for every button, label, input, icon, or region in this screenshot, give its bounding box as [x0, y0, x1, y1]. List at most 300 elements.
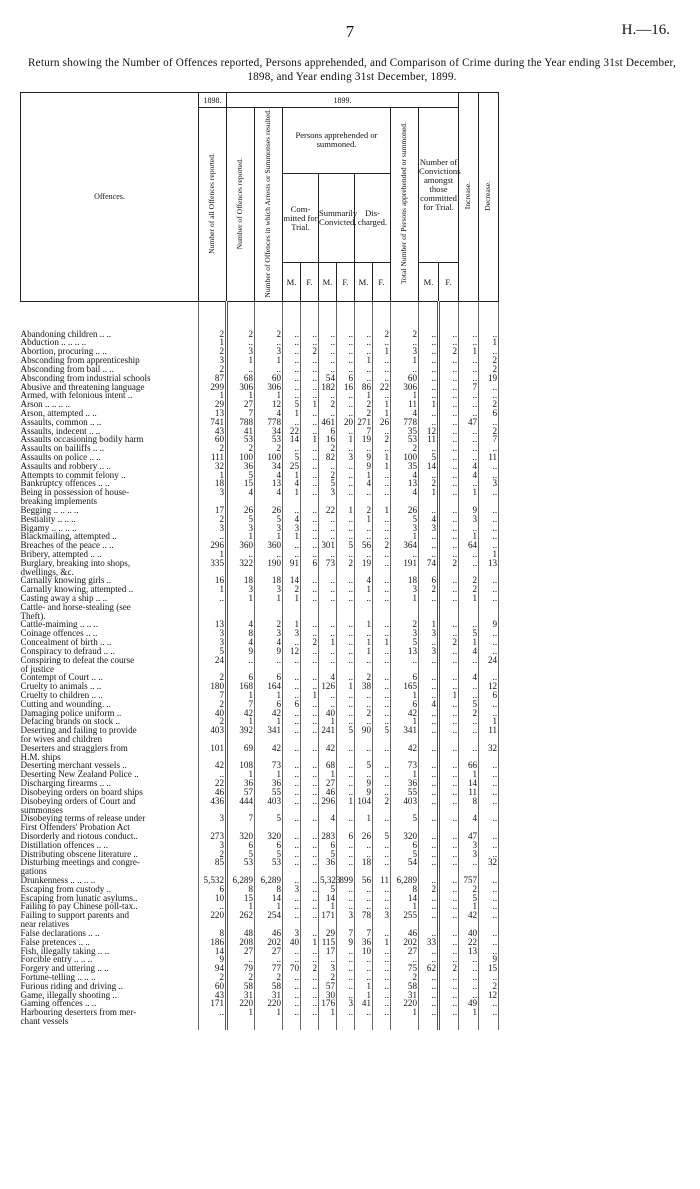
table-cell: .. — [459, 409, 479, 418]
table-cell: .. — [479, 973, 499, 982]
table-cell: 3 — [255, 347, 283, 356]
offence-name: Disorderly and riotous conduct.. — [20, 830, 138, 841]
table-cell: 2 — [199, 973, 227, 982]
offence-name: breaking implements — [20, 496, 98, 507]
table-cell: .. — [479, 814, 499, 823]
table-cell: 2 — [301, 347, 319, 356]
table-cell: 27 — [391, 947, 419, 956]
table-cell — [479, 603, 499, 612]
offences-header: Offences. — [21, 93, 199, 302]
table-cell: 190 — [255, 559, 283, 568]
table-row — [21, 301, 686, 338]
offence-name: Escaping from lunatic asylums.. — [20, 892, 138, 903]
page-reference: H.—16. — [621, 22, 670, 38]
table-cell: .. — [301, 524, 319, 533]
table-cell: .. — [439, 858, 459, 867]
table-cell: .. — [419, 982, 439, 991]
table-cell: .. — [337, 964, 355, 973]
convictions-header: Number of Convictions amongst those committed for Trial. — [419, 108, 459, 263]
table-cell: 1 — [479, 338, 499, 347]
offence-name: Deserting and failing to provide — [20, 725, 137, 736]
table-cell: .. — [479, 462, 499, 471]
table-cell: 296 — [319, 797, 337, 806]
table-cell: .. — [319, 620, 337, 629]
table-cell: .. — [283, 788, 301, 797]
table-cell: 2 — [459, 885, 479, 894]
table-cell: 403 — [199, 726, 227, 735]
table-cell: 6 — [391, 841, 419, 850]
table-cell: 33 — [419, 938, 439, 947]
table-cell: 101 — [199, 744, 227, 753]
table-cell: 1 — [337, 506, 355, 515]
table-cell: .. — [337, 400, 355, 409]
table-cell: .. — [337, 779, 355, 788]
table-cell: 36 — [227, 462, 255, 471]
table-cell: .. — [337, 700, 355, 709]
table-cell: .. — [283, 779, 301, 788]
table-cell: 273 — [199, 832, 227, 841]
table-cell: .. — [283, 717, 301, 726]
table-cell: .. — [439, 832, 459, 841]
table-cell: 3 — [459, 515, 479, 524]
table-cell: .. — [319, 515, 337, 524]
table-cell: .. — [479, 673, 499, 682]
table-cell: .. — [479, 647, 499, 656]
table-cell: .. — [355, 347, 373, 356]
offence-name: Damaging police uniform .. — [20, 707, 122, 718]
table-cell: 2 — [355, 409, 373, 418]
table-cell: 220 — [199, 911, 227, 920]
table-cell — [283, 603, 301, 612]
table-cell: .. — [355, 717, 373, 726]
table-cell: .. — [373, 1008, 391, 1017]
table-cell — [391, 1017, 419, 1030]
table-cell: .. — [301, 383, 319, 392]
offence-name: Harbouring deserters from mer- — [20, 1007, 137, 1018]
table-cell: .. — [337, 761, 355, 770]
table-cell: 335 — [199, 559, 227, 568]
table-cell — [439, 1017, 459, 1030]
table-cell: 3 — [227, 524, 255, 533]
table-cell: 42 — [391, 709, 419, 718]
table-cell: .. — [283, 682, 301, 691]
table-cell: .. — [301, 409, 319, 418]
table-cell: 12 — [479, 991, 499, 1000]
table-cell: .. — [419, 744, 439, 753]
table-cell: 4 — [459, 471, 479, 480]
table-cell: .. — [419, 876, 439, 885]
table-cell: .. — [355, 744, 373, 753]
table-cell: 1 — [283, 471, 301, 480]
table-cell: 1 — [283, 594, 301, 603]
table-cell: 1 — [255, 770, 283, 779]
table-cell: 18 — [255, 576, 283, 585]
table-cell: 77 — [255, 964, 283, 973]
table-cell: 9 — [355, 453, 373, 462]
table-cell: .. — [283, 841, 301, 850]
table-cell: 899 — [337, 876, 355, 885]
table-cell: .. — [439, 532, 459, 541]
table-cell: 241 — [319, 726, 337, 735]
table-cell: 1 — [479, 717, 499, 726]
table-cell: .. — [283, 1008, 301, 1017]
table-title: Return showing the Number of Offences reported, Persons apprehended, and Comparison of Crime during the Year ending 31st December, 1898, and Year ending 31st December, 1899. — [28, 57, 676, 83]
offence-name: Deserting New Zealand Police .. — [20, 769, 139, 780]
table-cell: 85 — [199, 858, 227, 867]
table-cell: 34 — [255, 462, 283, 471]
table-cell: .. — [439, 779, 459, 788]
table-cell: .. — [337, 462, 355, 471]
table-cell: .. — [319, 629, 337, 638]
table-cell: .. — [439, 427, 459, 436]
table-cell: 4 — [355, 576, 373, 585]
offence-name: Failing to pay Chinese poll-tax.. — [20, 901, 138, 912]
table-cell: 26 — [373, 418, 391, 427]
table-cell: 5 — [355, 761, 373, 770]
table-cell: .. — [355, 550, 373, 559]
table-cell: .. — [373, 885, 391, 894]
table-cell: 254 — [255, 911, 283, 920]
table-cell: .. — [439, 841, 459, 850]
table-cell: 2 — [227, 444, 255, 453]
table-cell: .. — [227, 365, 255, 374]
table-cell: 9 — [459, 506, 479, 515]
table-cell: 64 — [459, 541, 479, 550]
table-cell: .. — [373, 973, 391, 982]
table-cell: 36 — [391, 779, 419, 788]
table-cell: 13 — [459, 947, 479, 956]
table-cell: .. — [283, 999, 301, 1008]
table-cell: 1 — [419, 620, 439, 629]
table-cell: .. — [439, 365, 459, 374]
offence-name: Assaults, indecent .. .. — [20, 425, 101, 436]
table-cell: 1 — [355, 991, 373, 1000]
table-cell: 1 — [459, 488, 479, 497]
offence-name: First Offenders' Probation Act — [20, 822, 130, 833]
table-cell: .. — [301, 814, 319, 823]
table-cell: 320 — [255, 832, 283, 841]
m-header: M. — [283, 263, 301, 301]
table-cell: .. — [373, 955, 391, 964]
table-cell: 42 — [255, 744, 283, 753]
table-cell: 1 — [439, 691, 459, 700]
offence-name: Disobeying orders on board ships — [20, 786, 143, 797]
table-cell: .. — [373, 761, 391, 770]
table-cell: .. — [479, 788, 499, 797]
table-cell: 3 — [337, 911, 355, 920]
table-cell: 164 — [255, 682, 283, 691]
table-cell: 4 — [391, 409, 419, 418]
table-cell: 3 — [199, 488, 227, 497]
table-cell: 320 — [227, 832, 255, 841]
table-cell: .. — [283, 356, 301, 365]
table-cell: .. — [373, 902, 391, 911]
year-1899-header: 1899. — [227, 93, 459, 108]
table-cell: .. — [419, 338, 439, 347]
table-cell: 18 — [199, 479, 227, 488]
table-cell: 2 — [199, 515, 227, 524]
table-cell: 3 — [479, 479, 499, 488]
table-cell: 5 — [337, 541, 355, 550]
table-cell: .. — [283, 955, 301, 964]
table-cell: 186 — [199, 938, 227, 947]
table-cell: 24 — [479, 656, 499, 665]
table-cell: 191 — [391, 559, 419, 568]
table-cell — [355, 1017, 373, 1030]
offence-name: Disobeying orders of Court and — [20, 795, 136, 806]
table-cell: .. — [419, 929, 439, 938]
table-cell: 6 — [337, 832, 355, 841]
table-cell: .. — [301, 471, 319, 480]
table-cell: 2 — [301, 964, 319, 973]
table-cell: 1 — [459, 770, 479, 779]
table-cell: 364 — [391, 541, 419, 550]
table-cell: .. — [337, 338, 355, 347]
table-cell: .. — [227, 550, 255, 559]
table-cell: .. — [439, 550, 459, 559]
table-cell: 46 — [391, 929, 419, 938]
table-cell: .. — [373, 744, 391, 753]
table-cell: 2 — [479, 365, 499, 374]
table-cell: 6 — [319, 841, 337, 850]
table-cell: 2 — [391, 444, 419, 453]
table-cell: 126 — [319, 682, 337, 691]
table-cell: 3 — [419, 524, 439, 533]
table-cell: .. — [373, 479, 391, 488]
table-cell: .. — [373, 488, 391, 497]
table-cell: 36 — [227, 779, 255, 788]
table-cell: .. — [337, 973, 355, 982]
table-cell: 1 — [227, 717, 255, 726]
table-cell: 5 — [391, 638, 419, 647]
table-cell: 32 — [479, 858, 499, 867]
table-cell: .. — [301, 947, 319, 956]
table-cell: .. — [373, 585, 391, 594]
f-header: F. — [439, 263, 459, 301]
table-cell: .. — [373, 964, 391, 973]
table-cell: .. — [479, 585, 499, 594]
table-cell: 1 — [459, 902, 479, 911]
offence-name: Abduction .. .. .. .. — [20, 337, 87, 348]
table-cell: .. — [283, 550, 301, 559]
table-cell: .. — [283, 383, 301, 392]
offence-name: for wives and children — [20, 734, 103, 744]
table-cell: 15 — [227, 894, 255, 903]
table-cell: 53 — [227, 858, 255, 867]
table-cell: 3 — [373, 911, 391, 920]
offence-name: Assaults occasioning bodily harm — [20, 434, 144, 445]
table-cell: 1 — [255, 594, 283, 603]
table-cell: .. — [373, 841, 391, 850]
table-cell: .. — [419, 656, 439, 665]
table-cell: .. — [479, 541, 499, 550]
table-cell: 48 — [227, 929, 255, 938]
table-cell: 13 — [391, 647, 419, 656]
offence-name: Abandoning children .. .. — [20, 328, 112, 339]
table-cell: 8 — [227, 629, 255, 638]
table-cell: .. — [419, 894, 439, 903]
table-cell: 79 — [227, 964, 255, 973]
table-cell: .. — [319, 347, 337, 356]
table-cell: 2 — [337, 559, 355, 568]
table-cell: .. — [255, 656, 283, 665]
table-cell: .. — [419, 814, 439, 823]
table-cell: .. — [301, 761, 319, 770]
table-cell: .. — [373, 374, 391, 383]
table-cell: 5 — [255, 850, 283, 859]
table-cell: .. — [479, 488, 499, 497]
table-cell: 1 — [255, 691, 283, 700]
table-cell: .. — [373, 991, 391, 1000]
table-cell: 6 — [199, 885, 227, 894]
table-cell: .. — [419, 638, 439, 647]
table-cell: 1 — [227, 532, 255, 541]
table-cell: 4 — [459, 814, 479, 823]
table-cell: 8 — [459, 797, 479, 806]
table-cell: 1 — [355, 471, 373, 480]
offence-name: Fish, illegally taking .. .. — [20, 945, 110, 956]
table-cell: .. — [391, 365, 419, 374]
table-cell: 4 — [227, 638, 255, 647]
table-cell: 1 — [355, 647, 373, 656]
table-cell: .. — [319, 338, 337, 347]
table-cell: 56 — [355, 876, 373, 885]
table-cell: .. — [283, 418, 301, 427]
table-cell: 171 — [199, 999, 227, 1008]
table-cell: 301 — [319, 541, 337, 550]
table-cell: 13 — [199, 409, 227, 418]
table-cell: .. — [439, 885, 459, 894]
table-cell: .. — [199, 770, 227, 779]
table-cell: .. — [459, 744, 479, 753]
offence-name: Cruelty to animals .. .. — [20, 681, 102, 692]
table-cell: .. — [319, 356, 337, 365]
table-cell: 40 — [459, 929, 479, 938]
table-cell: 56 — [355, 541, 373, 550]
table-cell: 14 — [319, 894, 337, 903]
table-cell: 4 — [319, 673, 337, 682]
table-cell: .. — [355, 656, 373, 665]
table-cell: .. — [283, 876, 301, 885]
table-cell: 2 — [255, 973, 283, 982]
table-cell: 3 — [227, 347, 255, 356]
table-cell: .. — [439, 453, 459, 462]
table-cell: 182 — [319, 383, 337, 392]
table-cell: 58 — [227, 982, 255, 991]
table-cell: .. — [419, 391, 439, 400]
table-cell: .. — [391, 338, 419, 347]
table-cell: .. — [373, 338, 391, 347]
offence-name: Absconding from apprenticeship — [20, 355, 140, 366]
m-header: M. — [355, 263, 373, 301]
table-cell: .. — [319, 955, 337, 964]
table-cell: .. — [199, 902, 227, 911]
table-cell: .. — [355, 850, 373, 859]
table-cell: 5 — [255, 515, 283, 524]
table-cell: 75 — [391, 964, 419, 973]
table-cell: .. — [199, 594, 227, 603]
table-cell: .. — [283, 444, 301, 453]
table-cell: 5 — [391, 515, 419, 524]
table-cell: .. — [419, 902, 439, 911]
table-cell: .. — [337, 629, 355, 638]
table-cell: 42 — [255, 709, 283, 718]
table-cell: 3 — [199, 814, 227, 823]
table-cell: .. — [419, 797, 439, 806]
table-cell: .. — [373, 532, 391, 541]
table-cell: .. — [283, 638, 301, 647]
table-cell: 6 — [337, 374, 355, 383]
table-cell: .. — [337, 444, 355, 453]
table-cell: 1 — [419, 400, 439, 409]
table-cell: .. — [439, 797, 459, 806]
table-cell: .. — [355, 902, 373, 911]
table-cell: .. — [479, 894, 499, 903]
table-cell: .. — [439, 524, 459, 533]
table-cell: .. — [479, 700, 499, 709]
table-cell — [439, 603, 459, 612]
table-cell: 32 — [199, 462, 227, 471]
table-cell: 1 — [355, 515, 373, 524]
offence-name: Bribery, attempted .. .. — [20, 548, 102, 559]
table-cell: 31 — [255, 991, 283, 1000]
table-cell: .. — [459, 682, 479, 691]
table-cell: .. — [301, 770, 319, 779]
offence-name: Abortion, procuring .. .. — [20, 346, 107, 357]
table-cell: 1 — [199, 338, 227, 347]
table-cell: 8 — [391, 885, 419, 894]
table-cell: .. — [283, 902, 301, 911]
table-cell: 29 — [199, 400, 227, 409]
table-cell: 1 — [283, 620, 301, 629]
table-cell: 18 — [355, 858, 373, 867]
table-cell: 14 — [419, 462, 439, 471]
table-cell: .. — [373, 999, 391, 1008]
table-cell: .. — [373, 356, 391, 365]
table-cell: .. — [337, 620, 355, 629]
table-cell: 3 — [319, 964, 337, 973]
table-cell: 22 — [373, 383, 391, 392]
table-cell: 1 — [227, 594, 255, 603]
table-cell: 3 — [255, 629, 283, 638]
table-cell: 2 — [199, 301, 227, 338]
committed-header: Com- mitted for Trial. — [283, 173, 319, 263]
table-cell: .. — [459, 858, 479, 867]
table-cell: .. — [301, 955, 319, 964]
table-cell: .. — [337, 691, 355, 700]
f-header: F. — [373, 263, 391, 301]
table-cell: .. — [355, 885, 373, 894]
table-cell: 9 — [355, 779, 373, 788]
table-cell: .. — [337, 524, 355, 533]
table-cell: .. — [459, 982, 479, 991]
table-cell: 42 — [227, 709, 255, 718]
table-cell: .. — [301, 506, 319, 515]
table-cell: .. — [373, 444, 391, 453]
table-cell: .. — [355, 594, 373, 603]
table-cell: .. — [479, 911, 499, 920]
decrease-header: Decrease. — [483, 180, 493, 211]
table-cell: 4 — [391, 488, 419, 497]
table-cell: 42 — [459, 911, 479, 920]
table-cell: .. — [439, 717, 459, 726]
table-cell: 18 — [391, 576, 419, 585]
table-cell: 320 — [391, 832, 419, 841]
table-cell: .. — [283, 656, 301, 665]
offence-name: Failing to support parents and — [20, 910, 130, 921]
offence-name: Escaping from custody .. — [20, 883, 112, 894]
table-cell: 1 — [419, 488, 439, 497]
